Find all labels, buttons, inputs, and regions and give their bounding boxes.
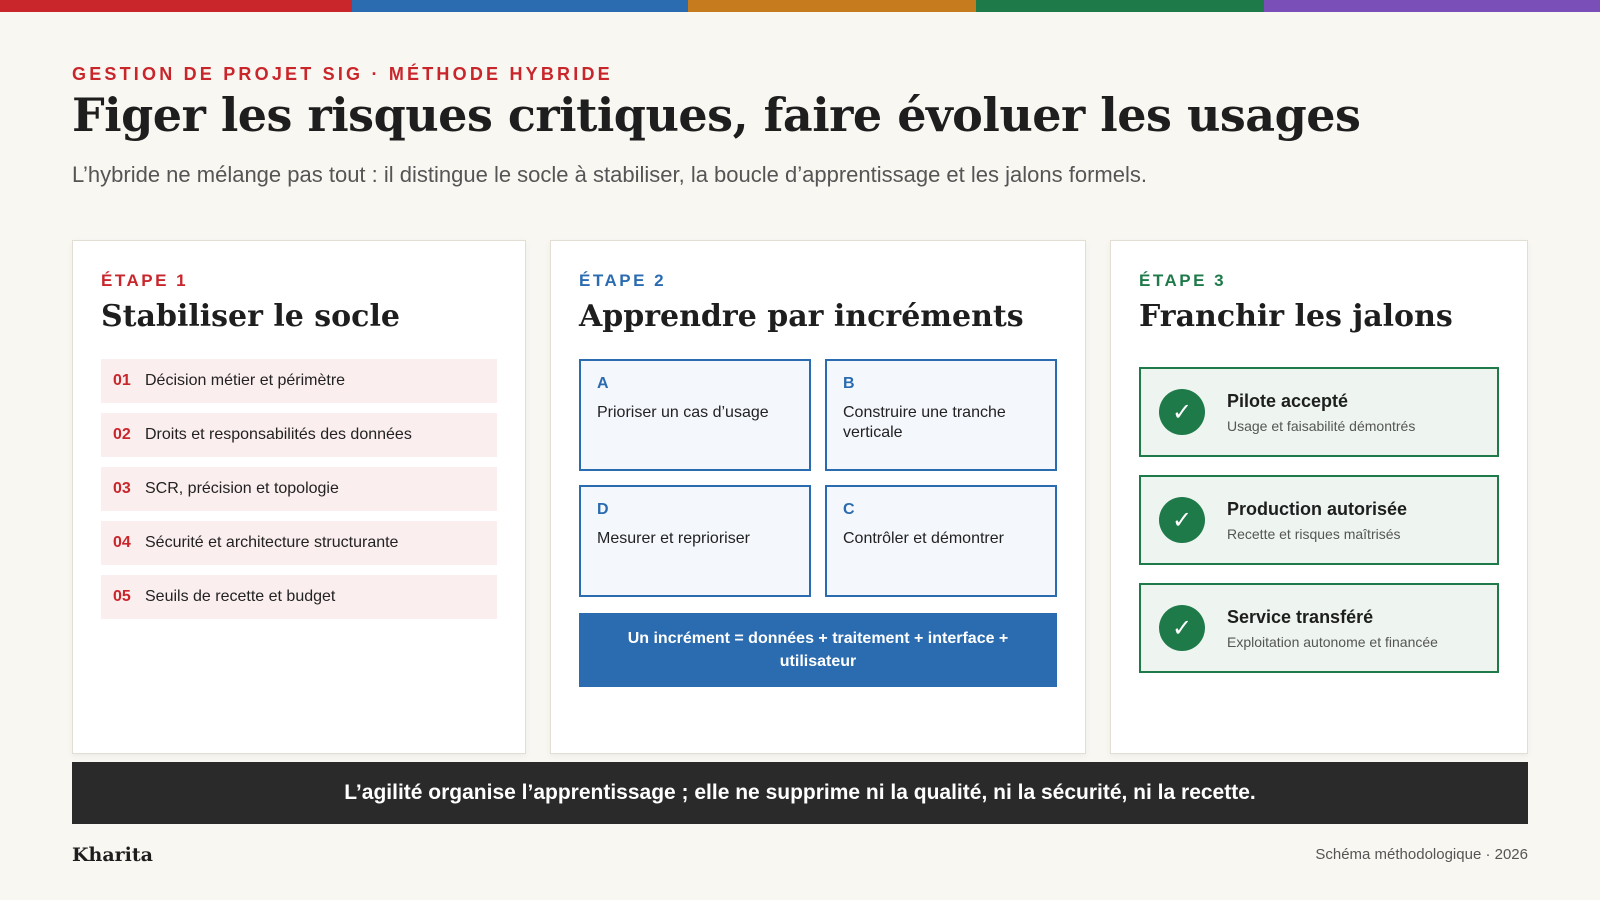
tile-letter: A: [597, 375, 609, 392]
list-item-label: Sécurité et architecture structurante: [145, 534, 399, 551]
stage-1-list: [101, 359, 497, 629]
color-strip: [0, 0, 1600, 12]
tile-text: Contrôler et démontrer: [843, 530, 1004, 547]
stage-1-card: [72, 240, 526, 754]
color-strip-purple: [1264, 0, 1600, 12]
color-strip-green: [976, 0, 1264, 12]
milestone-title: Service transféré: [1227, 606, 1374, 627]
list-item: [101, 359, 497, 403]
color-strip-red: [0, 0, 352, 12]
tile-text: Construire une tranche verticale: [843, 404, 1006, 441]
list-item-label: SCR, précision et topologie: [145, 480, 339, 497]
increment-tile-d: [579, 485, 811, 597]
tile-text: Prioriser un cas d’usage: [597, 404, 769, 421]
milestone-subtitle: Exploitation autonome et financée: [1227, 633, 1438, 650]
check-icon: ✓: [1159, 497, 1205, 543]
increment-definition: Un incrément = données + traitement + interface + utilisateur: [579, 613, 1057, 687]
milestone-transfer: [1139, 583, 1499, 673]
stage-2-title: Apprendre par incréments: [579, 299, 1024, 334]
stage-1-step: ÉTAPE 1: [101, 271, 189, 290]
list-item-number: 01: [113, 372, 131, 389]
stage-3-card: [1110, 240, 1528, 754]
stage-3-step: ÉTAPE 3: [1139, 271, 1227, 290]
list-item-label: Droits et responsabilités des données: [145, 426, 412, 443]
list-item: [101, 467, 497, 511]
footer-note: Schéma méthodologique · 2026: [1315, 846, 1528, 863]
tile-letter: D: [597, 501, 609, 518]
color-strip-blue: [352, 0, 688, 12]
tile-letter: C: [843, 501, 855, 518]
list-item-label: Seuils de recette et budget: [145, 588, 336, 605]
milestone-subtitle: Recette et risques maîtrisés: [1227, 525, 1401, 542]
conclusion-banner: L’agilité organise l’apprentissage ; elle ne supprime ni la qualité, ni la sécurité, ni la recette.: [72, 762, 1528, 824]
list-item-number: 02: [113, 426, 131, 443]
stage-1-title: Stabiliser le socle: [101, 299, 400, 334]
list-item: [101, 521, 497, 565]
list-item: [101, 413, 497, 457]
tile-letter: B: [843, 375, 855, 392]
stage-2-card: [550, 240, 1086, 754]
milestone-subtitle: Usage et faisabilité démontrés: [1227, 417, 1416, 434]
page-title: Figer les risques critiques, faire évoluer les usages: [72, 88, 1361, 142]
list-item-number: 03: [113, 480, 131, 497]
milestone-title: Pilote accepté: [1227, 390, 1349, 411]
color-strip-orange: [688, 0, 976, 12]
stage-3-title: Franchir les jalons: [1139, 299, 1453, 334]
check-icon: ✓: [1159, 389, 1205, 435]
page-kicker: GESTION DE PROJET SIG · MÉTHODE HYBRIDE: [72, 64, 613, 84]
increment-tile-b: [825, 359, 1057, 471]
stage-2-step: ÉTAPE 2: [579, 271, 667, 290]
list-item-number: 05: [113, 588, 131, 605]
increment-tile-a: [579, 359, 811, 471]
list-item: [101, 575, 497, 619]
check-icon: ✓: [1159, 605, 1205, 651]
increment-tile-c: [825, 485, 1057, 597]
tile-text: Mesurer et reprioriser: [597, 530, 750, 547]
milestone-production: [1139, 475, 1499, 565]
brand-name: Kharita: [72, 844, 153, 866]
milestone-title: Production autorisée: [1227, 498, 1408, 519]
page-subtitle: L’hybride ne mélange pas tout : il distingue le socle à stabiliser, la boucle d’apprentissage et les jalons formels.: [72, 162, 1147, 187]
list-item-label: Décision métier et périmètre: [145, 372, 346, 389]
list-item-number: 04: [113, 534, 131, 551]
milestone-pilot: [1139, 367, 1499, 457]
